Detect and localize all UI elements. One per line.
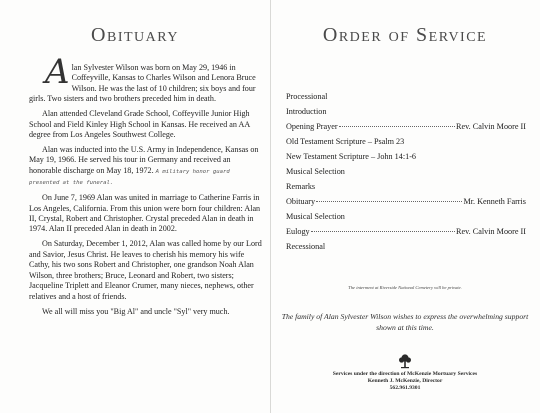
- service-item: [286, 152, 526, 167]
- drop-cap: A: [45, 52, 70, 92]
- service-item-label: Remarks: [286, 182, 316, 191]
- obituary-p3-text: Alan was inducted into the U.S. Army in Independence, Kansas on May 19, 1966. He served his tour in Germany and received an honorable discharge on May 18, 1972.: [29, 145, 259, 175]
- service-item-officiant: Mr. Kenneth Farris: [463, 197, 526, 206]
- service-item: [286, 212, 526, 227]
- obituary-paragraph-4: On June 7, 1969 Alan was united in marriage to Catherine Farris in Los Angeles, California. From this union were born four children: Alan II, Crystal, Robert and Christopher. Crystal preceded Alan in death in 1974. Alan II preceded Alan in death in 2002.: [29, 193, 261, 234]
- service-item: [286, 137, 526, 152]
- service-item: [286, 227, 526, 242]
- service-item: [286, 107, 526, 122]
- mortuary-line-2: Kenneth J. McKenzie, Director: [367, 378, 443, 384]
- service-item: [286, 182, 526, 197]
- service-item-label: Processional: [286, 92, 328, 101]
- dot-leader: [339, 126, 455, 127]
- service-item-label: Introduction: [286, 107, 327, 116]
- obituary-title: Obituary: [91, 24, 179, 46]
- obituary-paragraph-5: On Saturday, December 1, 2012, Alan was called home by our Lord and Savior, Jesus Christ. He leaves to cherish his memory his wife Cathy, his two sons Robert and Christopher, one grandson Noah Alan Wilson, three brothers; Bruce, Leonard and Robert, two sisters; Jacqueline Triplett and Eleanor Crumer, many nieces, nephews, other relatives and a host of friends.: [29, 239, 262, 301]
- interment-note: The interment at Riverside National Cemetery will be private.: [348, 285, 462, 290]
- order-of-service-title: Order of Service: [322, 24, 488, 46]
- service-item: [286, 122, 526, 137]
- service-item: [286, 242, 526, 257]
- service-item-label: Musical Selection: [286, 167, 345, 176]
- service-item-officiant: Rev. Calvin Moore II: [456, 227, 526, 236]
- obituary-paragraph-1: [29, 52, 263, 105]
- service-item-label: Opening Prayer: [286, 122, 338, 131]
- service-item-label: Musical Selection: [286, 212, 345, 221]
- service-item-label: New Testament Scripture – John 14:1-6: [286, 152, 417, 161]
- service-item-label: Old Testament Scripture – Psalm 23: [286, 137, 405, 146]
- family-thanks: The family of Alan Sylvester Wilson wishes to express the overwhelming support shown at this time.: [281, 312, 529, 332]
- obituary-paragraph-3: [29, 145, 263, 189]
- dot-leader: [316, 201, 462, 202]
- mortuary-credit: [270, 371, 540, 392]
- service-item-label: Obituary: [286, 197, 316, 206]
- tree-logo-icon: [397, 353, 413, 369]
- service-item-officiant: Rev. Calvin Moore II: [456, 122, 526, 131]
- service-item-label: Eulogy: [286, 227, 310, 236]
- dot-leader: [311, 231, 455, 232]
- obituary-paragraph-2: Alan attended Cleveland Grade School, Coffeyville Junior High School and Field Kinley High School in Kansas. He received an AA degree from Los Angeles Southwest College.: [29, 109, 250, 140]
- obituary-body: [29, 52, 263, 322]
- handwritten-note: A military honor guard presented at the funeral.: [29, 168, 230, 187]
- service-item: [286, 92, 526, 107]
- obituary-paragraph-6: We all will miss you "Big Al" and uncle "Syl" very much.: [42, 306, 230, 316]
- service-panel: [270, 0, 540, 413]
- mortuary-line-3: 562.961.9301: [389, 385, 421, 391]
- service-item: [286, 167, 526, 182]
- service-list: [286, 92, 526, 257]
- service-item-label: Recessional: [286, 242, 326, 251]
- mortuary-line-1: Services under the direction of McKenzie Mortuary Services: [332, 371, 478, 377]
- obituary-p1-text: lan Sylvester Wilson was born on May 29, 1946 in Coffeyville, Kansas to Charles Wilson and Lenora Bruce Wilson. He was the last of 10 children; six boys and four girls. Two sisters and two brothers preceded him in death.: [29, 63, 256, 104]
- service-item: [286, 197, 526, 212]
